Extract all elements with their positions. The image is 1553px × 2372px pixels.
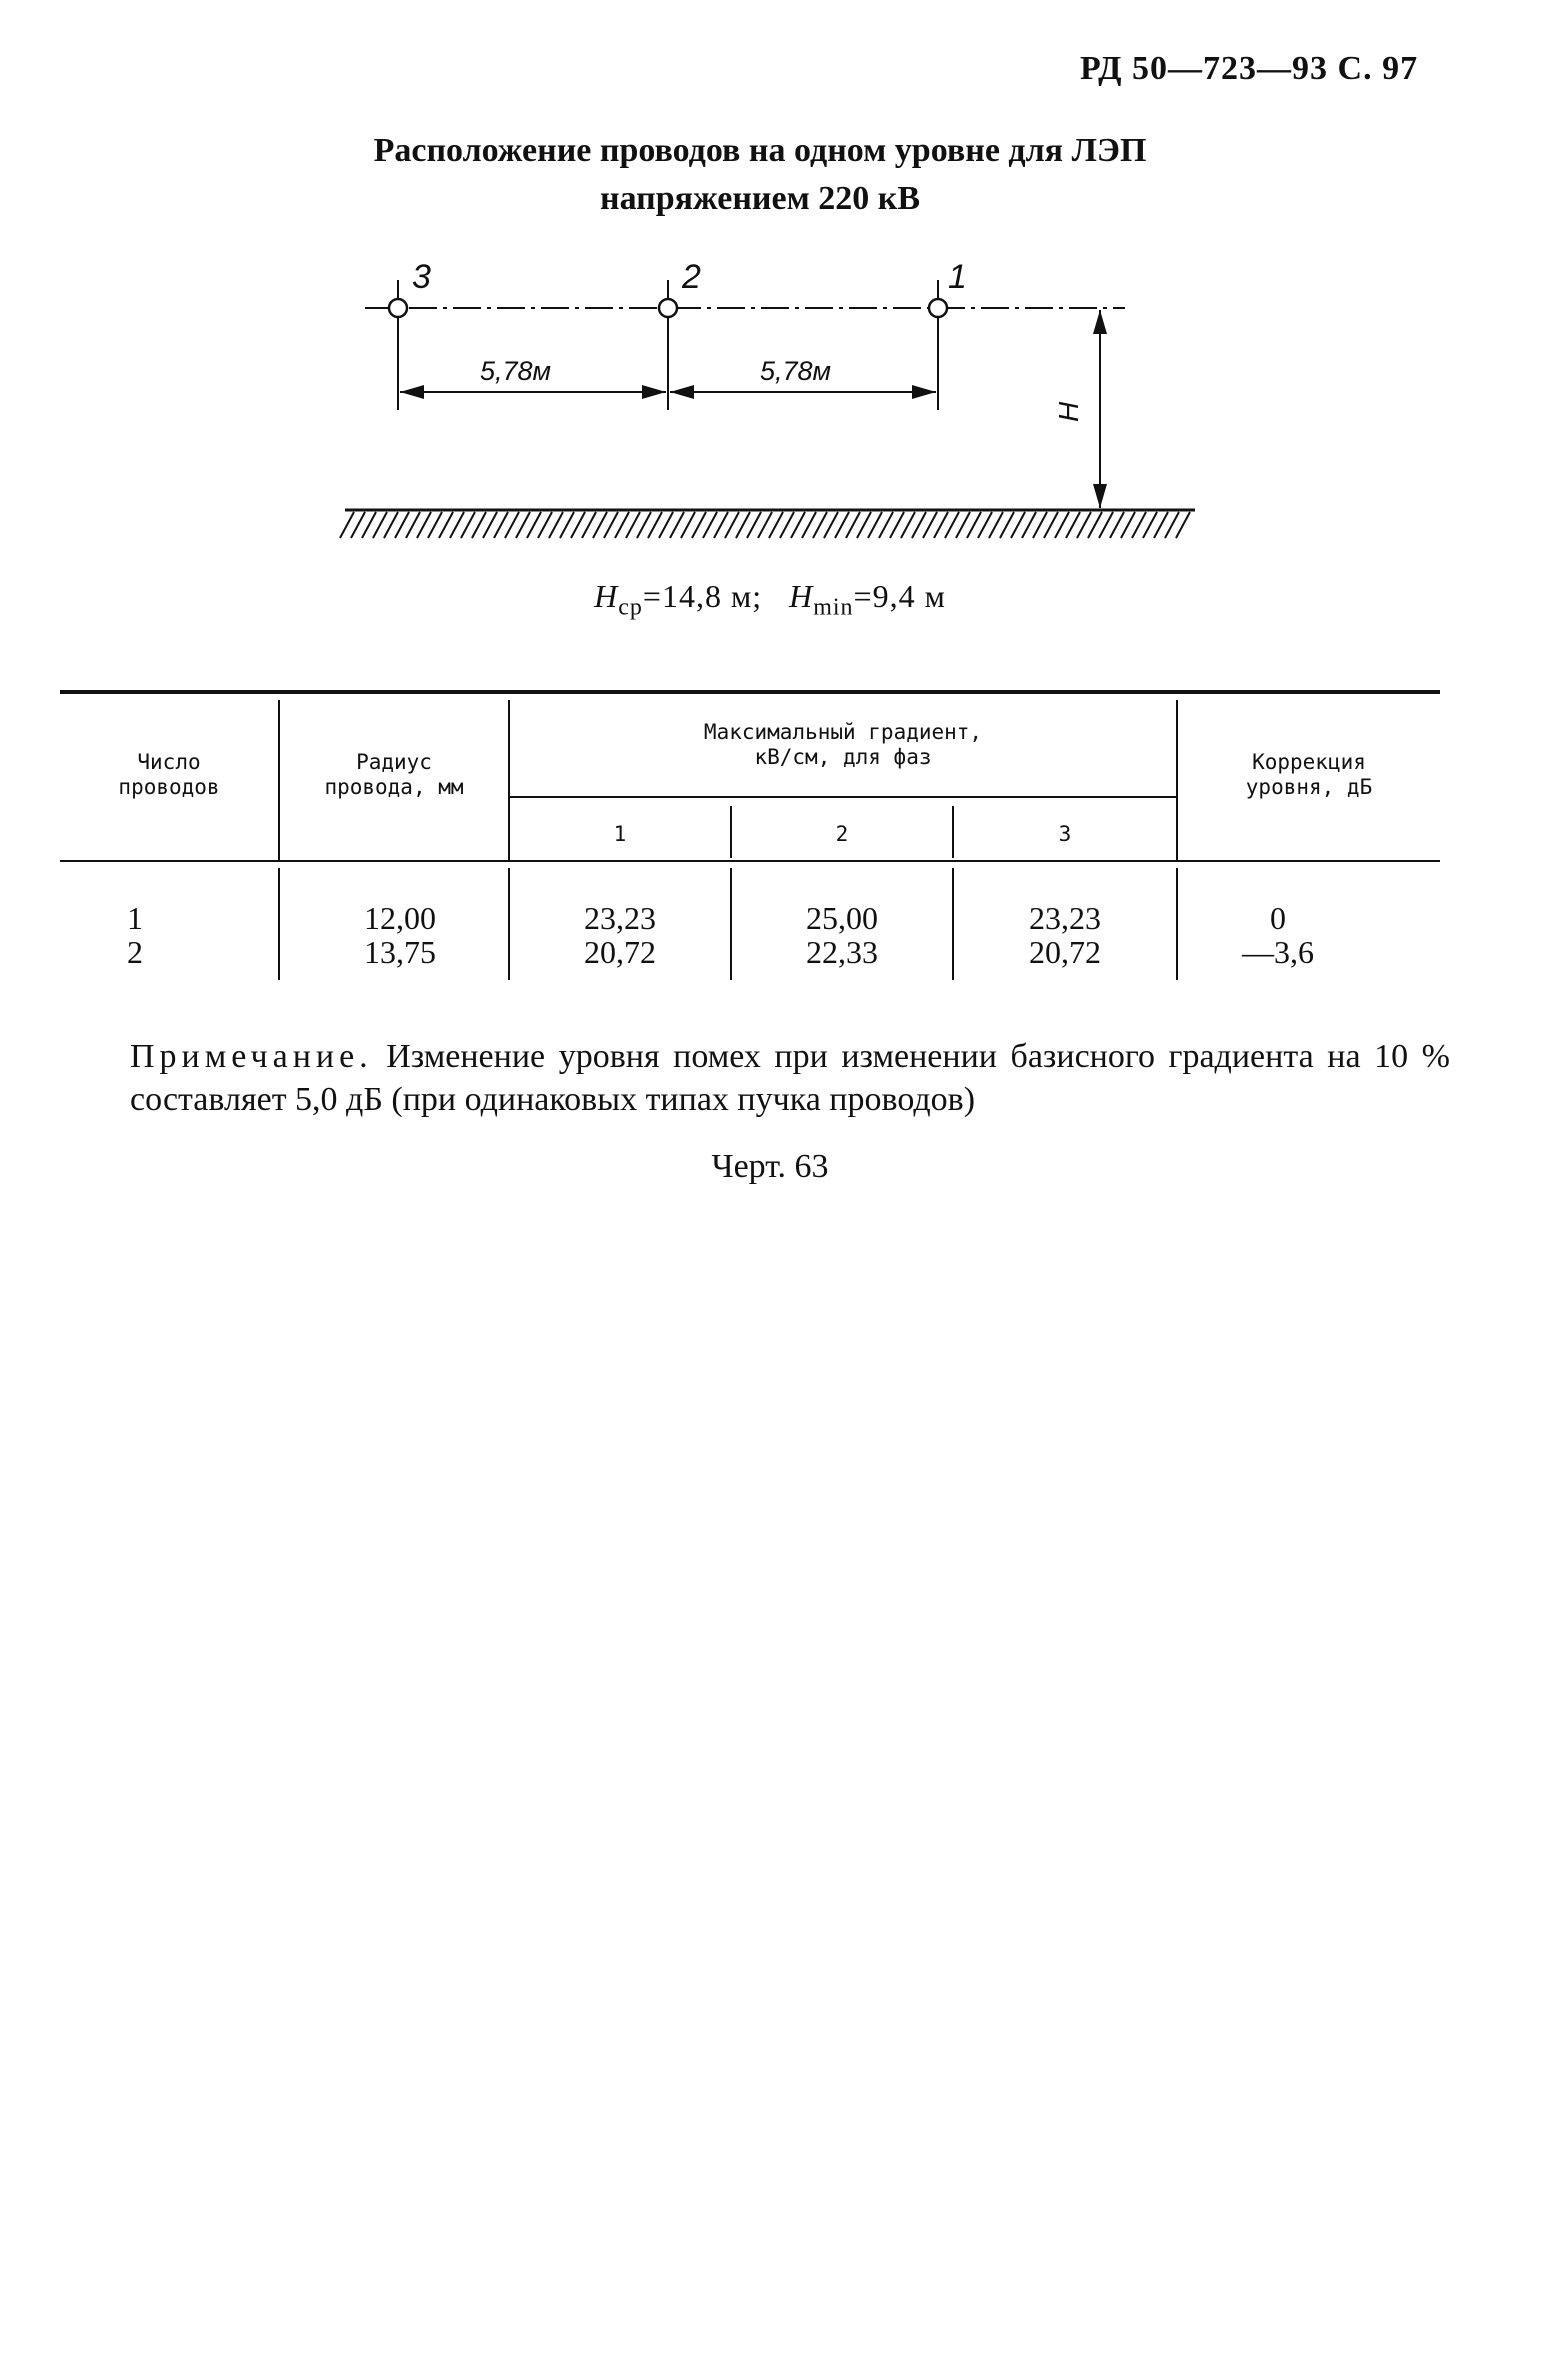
hatch-stroke [505, 512, 519, 538]
hatch-stroke [439, 512, 453, 538]
hatch-stroke [637, 512, 651, 538]
hatch-stroke [1011, 512, 1025, 538]
figure-caption: Черт. 63 [711, 1148, 829, 1185]
hatch-stroke [846, 512, 860, 538]
hatch-stroke [626, 512, 640, 538]
wire-1-label: 1 [948, 258, 967, 296]
hatch-stroke [483, 512, 497, 538]
arrow-right-start-icon [670, 385, 694, 399]
header-phase-1: 1 [613, 822, 627, 846]
hatch-stroke [340, 512, 354, 538]
wire-3-icon [389, 299, 407, 317]
hatch-stroke [780, 512, 794, 538]
hatch-stroke [923, 512, 937, 538]
hatch-stroke [813, 512, 827, 538]
hatch-stroke [527, 512, 541, 538]
hatch-stroke [835, 512, 849, 538]
hatch-stroke [593, 512, 607, 538]
cell-r1-wires: 1 [127, 900, 143, 936]
table-top-rule [60, 690, 1440, 694]
cell-r2-p2: 22,33 [806, 934, 878, 970]
hatch-stroke [681, 512, 695, 538]
hatch-stroke [1176, 512, 1190, 538]
cell-r1-corr: 0 [1270, 900, 1286, 936]
hatch-stroke [1143, 512, 1157, 538]
hatch-stroke [538, 512, 552, 538]
hatch-stroke [516, 512, 530, 538]
hatch-stroke [428, 512, 442, 538]
cell-r1-p3: 23,23 [1029, 900, 1101, 936]
header-wires: Число проводов [118, 750, 220, 799]
height-arrow-bottom-icon [1093, 484, 1107, 508]
hatch-stroke [758, 512, 772, 538]
cell-r1-radius: 12,00 [364, 900, 436, 936]
cell-r2-wires: 2 [127, 934, 143, 970]
hatch-stroke [615, 512, 629, 538]
figure-title-line1: Pасположение проводов на одном уровне для ЛЭП [373, 132, 1147, 169]
wire-2-icon [659, 299, 677, 317]
page-header: РД 50—723—93 С. 97 [1080, 50, 1419, 87]
hatch-stroke [1055, 512, 1069, 538]
hatch-stroke [956, 512, 970, 538]
hatch-stroke [417, 512, 431, 538]
cell-r2-corr: —3,6 [1242, 934, 1314, 970]
body-divider-1 [278, 868, 280, 980]
hatch-stroke [362, 512, 376, 538]
hatch-stroke [1022, 512, 1036, 538]
height-label: H [1053, 401, 1084, 422]
arrow-left-end-icon [642, 385, 666, 399]
hatch-stroke [692, 512, 706, 538]
h-min-subscript: min [813, 594, 854, 621]
hatch-stroke [769, 512, 783, 538]
table-header-rule [60, 860, 1440, 862]
cell-r2-p3: 20,72 [1029, 934, 1101, 970]
hatch-stroke [989, 512, 1003, 538]
hatch-stroke [934, 512, 948, 538]
hatch-stroke [670, 512, 684, 538]
hatch-stroke [1044, 512, 1058, 538]
arrow-left-start-icon [400, 385, 424, 399]
h-min-value: =9,4 м [853, 578, 946, 614]
hatch-stroke [659, 512, 673, 538]
hatch-stroke [1077, 512, 1091, 538]
hatch-stroke [1154, 512, 1168, 538]
cell-r2-p1: 20,72 [584, 934, 656, 970]
hatch-stroke [868, 512, 882, 538]
hatch-stroke [373, 512, 387, 538]
hatch-stroke [945, 512, 959, 538]
spacing-label-right: 5,78м [760, 356, 832, 386]
hatch-stroke [890, 512, 904, 538]
hatch-stroke [549, 512, 563, 538]
h-avg-value: =14,8 м; [642, 578, 763, 614]
h-avg-subscript: ср [618, 594, 643, 621]
hatch-stroke [703, 512, 717, 538]
arrow-right-end-icon [912, 385, 936, 399]
hatch-stroke [824, 512, 838, 538]
hatch-stroke [912, 512, 926, 538]
hatch-stroke [725, 512, 739, 538]
hatch-stroke [1088, 512, 1102, 538]
header-correction: Коррекция уровня, дБ [1245, 750, 1373, 799]
wire-layout-diagram [300, 250, 1220, 570]
hatch-stroke [395, 512, 409, 538]
hatch-stroke [1066, 512, 1080, 538]
hatch-stroke [571, 512, 585, 538]
hatch-stroke [1165, 512, 1179, 538]
hatch-stroke [582, 512, 596, 538]
hatch-stroke [802, 512, 816, 538]
ground-hatching [340, 512, 1190, 538]
wire-3-label: 3 [412, 258, 431, 296]
height-formula: $H_{ср}=14,8$ м; $H_{min}=9,4$ м [594, 578, 946, 621]
hatch-stroke [384, 512, 398, 538]
hatch-stroke [978, 512, 992, 538]
hatch-stroke [857, 512, 871, 538]
height-arrow-top-icon [1093, 310, 1107, 334]
hatch-stroke [901, 512, 915, 538]
hatch-stroke [604, 512, 618, 538]
figure-title-line2: напряжением 220 кВ [599, 180, 921, 217]
hatch-stroke [747, 512, 761, 538]
header-phase-2: 2 [835, 822, 849, 846]
wire-1-icon [929, 299, 947, 317]
note-label: Примечание. [130, 1038, 373, 1075]
hatch-stroke [1099, 512, 1113, 538]
cell-r1-p1: 23,23 [584, 900, 656, 936]
hatch-stroke [472, 512, 486, 538]
hatch-stroke [879, 512, 893, 538]
phase-rule [508, 796, 1178, 798]
note-paragraph [130, 1035, 1450, 1121]
hatch-stroke [1110, 512, 1124, 538]
hatch-stroke [1033, 512, 1047, 538]
hatch-stroke [1121, 512, 1135, 538]
gradient-table [60, 690, 1440, 990]
cell-r2-radius: 13,75 [364, 934, 436, 970]
hatch-stroke [736, 512, 750, 538]
hatch-stroke [461, 512, 475, 538]
hatch-stroke [791, 512, 805, 538]
header-gradient: Максимальный градиент, кВ/см, для фаз [703, 720, 983, 769]
hatch-stroke [351, 512, 365, 538]
hatch-stroke [406, 512, 420, 538]
hatch-stroke [494, 512, 508, 538]
hatch-stroke [1132, 512, 1146, 538]
header-radius: Радиус провода, мм [324, 750, 464, 799]
hatch-stroke [1000, 512, 1014, 538]
hatch-stroke [450, 512, 464, 538]
wire-2-label: 2 [682, 258, 701, 296]
hatch-stroke [560, 512, 574, 538]
cell-r1-p2: 25,00 [806, 900, 878, 936]
hatch-stroke [714, 512, 728, 538]
hatch-stroke [648, 512, 662, 538]
note-text: Изменение уровня помех при изменении базисного градиента на 10 % составляет 5,0 дБ (при одинаковых типах пучка проводов) [130, 1038, 1450, 1118]
header-phase-3: 3 [1058, 822, 1072, 846]
hatch-stroke [967, 512, 981, 538]
spacing-label-left: 5,78м [480, 356, 552, 386]
